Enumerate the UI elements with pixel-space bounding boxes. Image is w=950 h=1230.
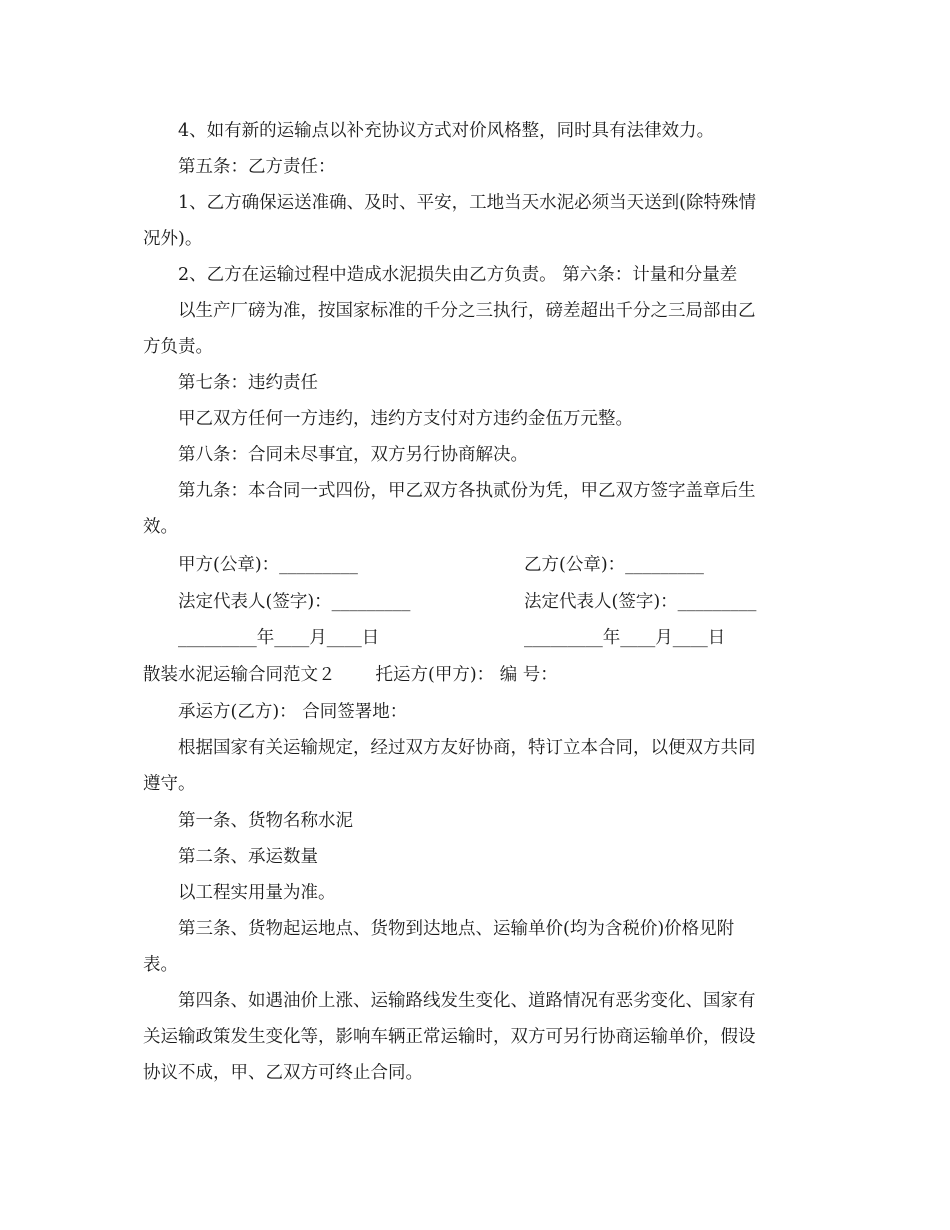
party-b-date: _________年____月____日 (524, 628, 726, 648)
clause-line: 表。 (143, 955, 178, 975)
clause-line: 甲乙双方任何一方违约，违约方支付对方违约金伍万元整。 (178, 409, 633, 429)
article-seven-heading: 第七条：违约责任 (178, 373, 318, 393)
article-five-heading: 第五条：乙方责任： (178, 157, 336, 177)
clause-line: 方负责。 (143, 337, 213, 357)
clause-line: 以生产厂磅为准，按国家标准的千分之三执行，磅差超出千分之三局部由乙 (178, 301, 756, 321)
clause-line: 协议不成，甲、乙双方可终止合同。 (143, 1063, 423, 1083)
article-nine-line: 第九条：本合同一式四份，甲乙双方各执贰份为凭，甲乙双方签字盖章后生 (178, 481, 756, 501)
party-b-representative: 法定代表人(签字)：_________ (524, 592, 757, 612)
clause-line: 以工程实用量为准。 (178, 883, 336, 903)
article-four-line: 第四条、如遇油价上涨、运输路线发生变化、道路情况有恶劣变化、国家有 (178, 991, 756, 1011)
clause-line: 根据国家有关运输规定，经过双方友好协商，特订立本合同，以便双方共同 (178, 738, 756, 758)
article-one-line: 第一条、货物名称水泥 (178, 811, 353, 831)
article-eight-line: 第八条：合同未尽事宜，双方另行协商解决。 (178, 445, 528, 465)
clause-line: 况外)。 (143, 229, 203, 249)
article-three-line: 第三条、货物起运地点、货物到达地点、运输单价(均为含税价)价格见附 (178, 919, 735, 939)
clause-line: 2、乙方在运输过程中造成水泥损失由乙方负责。 第六条：计量和分量差 (178, 265, 738, 285)
party-a-date: _________年____月____日 (178, 628, 380, 648)
party-a-seal: 甲方(公章)：_________ (178, 555, 358, 575)
clause-line: 1、乙方确保运送准确、及时、平安，工地当天水泥必须当天送到(除特殊情 (178, 193, 756, 213)
clause-line: 关运输政策发生变化等，影响车辆正常运输时，双方可另行协商运输单价，假设 (143, 1027, 756, 1047)
clause-line: 4、如有新的运输点以补充协议方式对价风格整，同时具有法律效力。 (178, 121, 715, 141)
second-contract-heading (143, 663, 558, 687)
party-a-representative: 法定代表人(签字)：_________ (178, 592, 411, 612)
carrier-line: 承运方(乙方)： 合同签署地： (178, 702, 408, 722)
clause-line: 效。 (143, 517, 178, 537)
second-contract-title: 散装水泥运输合同范文２ (143, 665, 336, 685)
clause-line: 遵守。 (143, 774, 196, 794)
article-two-line: 第二条、承运数量 (178, 847, 318, 867)
party-b-seal: 乙方(公章)：_________ (524, 555, 704, 575)
shipper-number-label: 托运方(甲方)： 编 号： (375, 665, 558, 685)
